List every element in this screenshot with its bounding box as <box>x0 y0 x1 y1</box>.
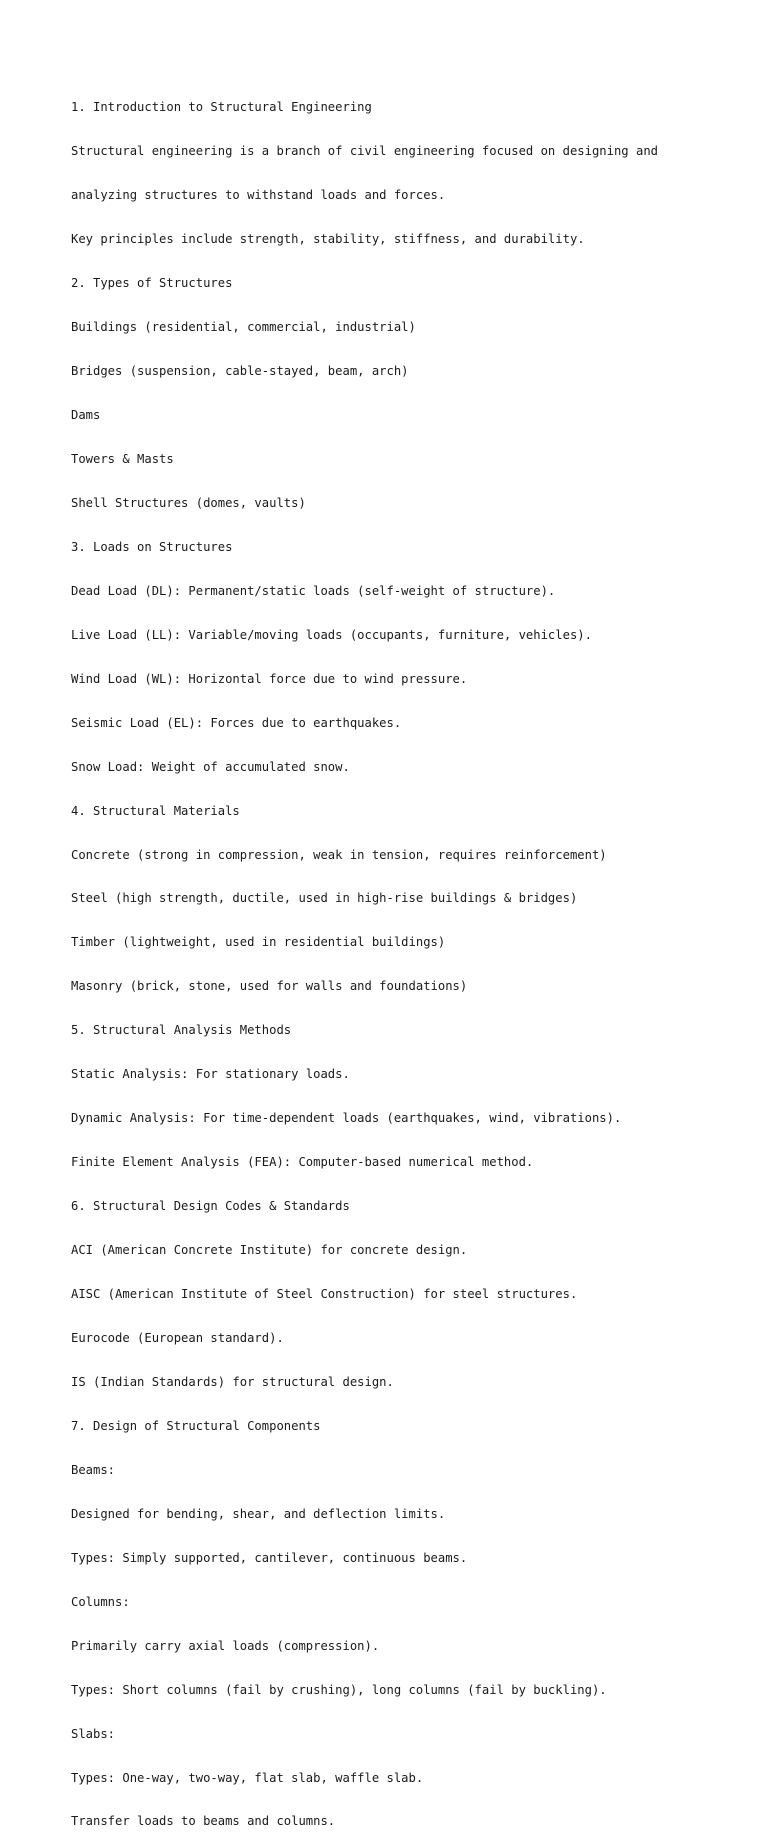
text-line: Transfer loads to beams and columns. <box>71 1814 336 1829</box>
text-line: Dead Load (DL): Permanent/static loads (self-weight of structure). <box>71 583 556 598</box>
text-line: Dynamic Analysis: For time-dependent loads (earthquakes, wind, vibrations). <box>71 1111 622 1126</box>
text-line: Seismic Load (EL): Forces due to earthquakes. <box>71 715 402 730</box>
text-line: Buildings (residential, commercial, industrial) <box>71 320 416 335</box>
section-heading: 7. Design of Structural Components <box>71 1418 321 1433</box>
section-heading: 3. Loads on Structures <box>71 539 233 554</box>
text-line: Wind Load (WL): Horizontal force due to wind pressure. <box>71 671 468 686</box>
text-line: ACI (American Concrete Institute) for concrete design. <box>71 1243 468 1258</box>
section-heading: 5. Structural Analysis Methods <box>71 1023 292 1038</box>
text-line: Masonry (brick, stone, used for walls and foundations) <box>71 979 468 994</box>
text-line: Live Load (LL): Variable/moving loads (occupants, furniture, vehicles). <box>71 627 592 642</box>
text-line: Structural engineering is a branch of civil engineering focused on designing and <box>71 144 658 159</box>
subsection-label: Slabs: <box>71 1726 116 1741</box>
text-line: analyzing structures to withstand loads and forces. <box>71 188 446 203</box>
text-line: Primarily carry axial loads (compression). <box>71 1638 380 1653</box>
text-line: Designed for bending, shear, and deflection limits. <box>71 1506 446 1521</box>
section-heading: 6. Structural Design Codes & Standards <box>71 1199 350 1214</box>
text-line: Types: One-way, two-way, flat slab, waffle slab. <box>71 1770 424 1785</box>
section-heading: 4. Structural Materials <box>71 803 240 818</box>
text-line: Concrete (strong in compression, weak in tension, requires reinforcement) <box>71 847 607 862</box>
text-line: Shell Structures (domes, vaults) <box>71 495 306 510</box>
subsection-label: Beams: <box>71 1462 116 1477</box>
text-line: Types: Short columns (fail by crushing), long columns (fail by buckling). <box>71 1682 607 1697</box>
text-line: Types: Simply supported, cantilever, continuous beams. <box>71 1550 468 1565</box>
text-line: Finite Element Analysis (FEA): Computer-based numerical method. <box>71 1155 534 1170</box>
section-heading: 2. Types of Structures <box>71 276 233 291</box>
text-line: IS (Indian Standards) for structural design. <box>71 1374 394 1389</box>
text-line: Steel (high strength, ductile, used in high-rise buildings & bridges) <box>71 891 578 906</box>
text-line: Key principles include strength, stability, stiffness, and durability. <box>71 232 585 247</box>
text-line: Towers & Masts <box>71 451 174 466</box>
document-body <box>71 71 751 1844</box>
text-line: Timber (lightweight, used in residential buildings) <box>71 935 446 950</box>
section-heading: 1. Introduction to Structural Engineering <box>71 100 372 115</box>
text-line: Bridges (suspension, cable-stayed, beam, arch) <box>71 364 409 379</box>
text-line: Static Analysis: For stationary loads. <box>71 1067 350 1082</box>
text-line: Eurocode (European standard). <box>71 1331 284 1345</box>
text-line: Snow Load: Weight of accumulated snow. <box>71 759 350 774</box>
text-line: Dams <box>71 407 101 422</box>
subsection-label: Columns: <box>71 1594 130 1609</box>
text-line: AISC (American Institute of Steel Construction) for steel structures. <box>71 1287 578 1302</box>
